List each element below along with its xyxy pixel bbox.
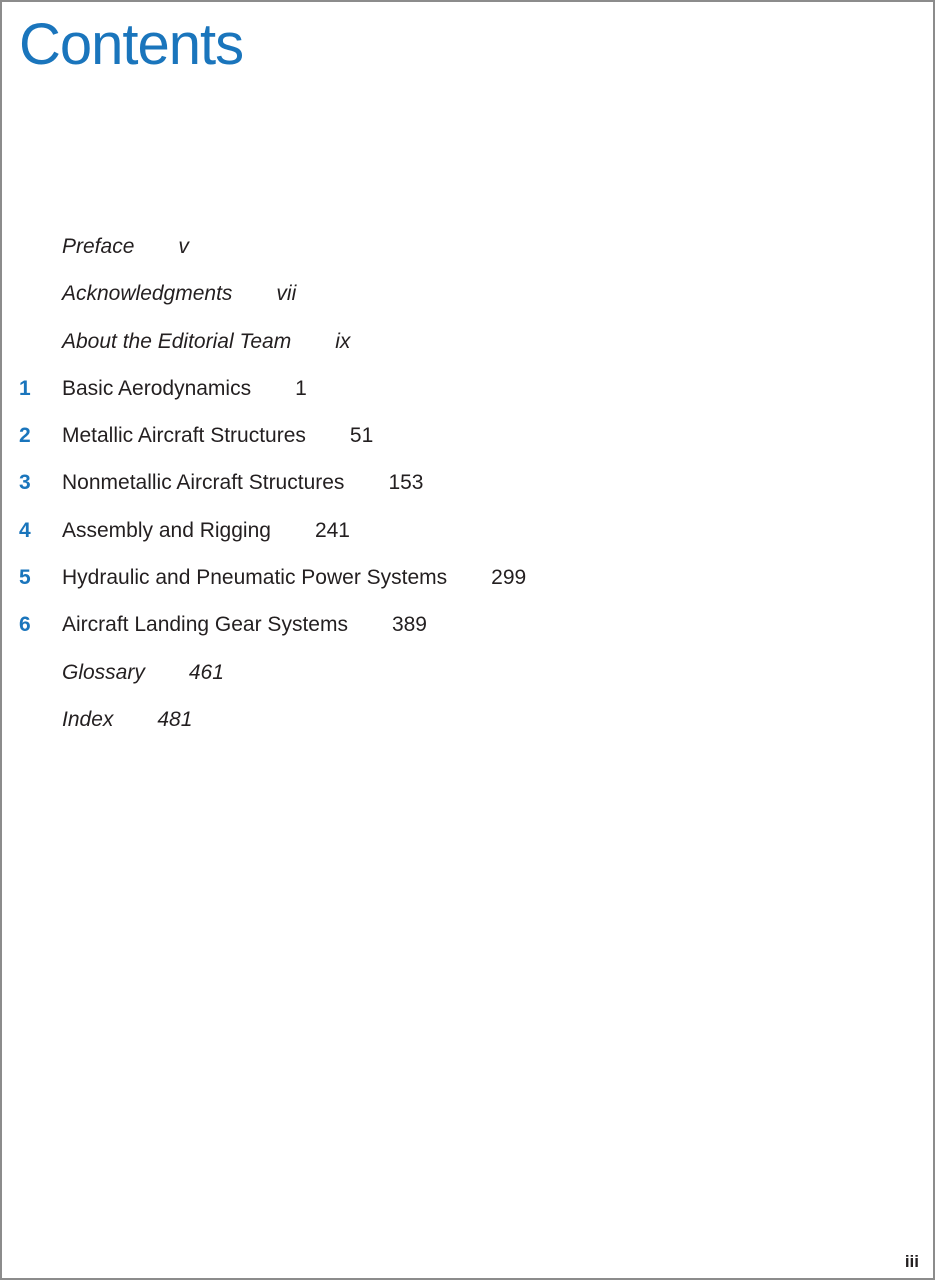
toc-list bbox=[19, 231, 899, 751]
entry-page-number: 51 bbox=[349, 424, 374, 448]
entry-page-number: vii bbox=[276, 282, 297, 306]
entry-label: Glossary bbox=[62, 660, 145, 684]
toc-row-acknowledgments bbox=[19, 278, 899, 325]
chapter-number: 5 bbox=[19, 566, 31, 590]
entry-page-number: 389 bbox=[391, 613, 427, 637]
page-folio: iii bbox=[904, 1252, 919, 1271]
entry-label: Metallic Aircraft Structures bbox=[62, 424, 306, 448]
entry-page-number: 153 bbox=[388, 471, 424, 495]
toc-row-preface bbox=[19, 231, 899, 278]
entry-page-number: 461 bbox=[188, 660, 224, 684]
chapter-number: 6 bbox=[19, 613, 31, 637]
toc-entry[interactable] bbox=[62, 612, 427, 638]
toc-row-chapter-6 bbox=[19, 609, 899, 656]
chapter-number: 1 bbox=[19, 376, 31, 400]
toc-entry[interactable] bbox=[62, 376, 307, 402]
chapter-number: 2 bbox=[19, 424, 31, 448]
toc-entry[interactable] bbox=[62, 470, 423, 496]
toc-row-chapter-5 bbox=[19, 562, 899, 609]
toc-entry[interactable] bbox=[62, 707, 192, 733]
toc-entry[interactable] bbox=[62, 234, 189, 260]
toc-row-chapter-1 bbox=[19, 373, 899, 420]
entry-page-number: 299 bbox=[491, 566, 527, 590]
page-title: Contents bbox=[19, 12, 244, 77]
chapter-number: 3 bbox=[19, 471, 31, 495]
toc-row-chapter-2 bbox=[19, 420, 899, 467]
entry-label: Index bbox=[62, 707, 114, 731]
toc-row-editorial-team bbox=[19, 326, 899, 373]
toc-entry[interactable] bbox=[62, 281, 296, 307]
toc-row-index bbox=[19, 704, 899, 751]
entry-label: Acknowledgments bbox=[62, 282, 233, 306]
entry-label: Hydraulic and Pneumatic Power Systems bbox=[62, 566, 448, 590]
entry-label: Aircraft Landing Gear Systems bbox=[62, 613, 348, 637]
toc-entry[interactable] bbox=[62, 518, 350, 544]
toc-entry[interactable] bbox=[62, 565, 526, 591]
entry-label: Preface bbox=[62, 235, 135, 258]
toc-entry[interactable] bbox=[62, 660, 224, 686]
entry-page-number: ix bbox=[335, 329, 351, 353]
entry-label: Assembly and Rigging bbox=[62, 518, 271, 542]
entry-label: Nonmetallic Aircraft Structures bbox=[62, 471, 345, 495]
chapter-number: 4 bbox=[19, 518, 31, 542]
toc-row-glossary bbox=[19, 657, 899, 704]
toc-entry[interactable] bbox=[62, 329, 350, 355]
toc-row-chapter-3 bbox=[19, 467, 899, 514]
entry-label: Basic Aerodynamics bbox=[62, 376, 252, 400]
entry-page-number: 481 bbox=[157, 707, 193, 731]
entry-page-number: v bbox=[178, 235, 189, 258]
entry-label: About the Editorial Team bbox=[62, 329, 292, 353]
toc-entry[interactable] bbox=[62, 423, 373, 449]
toc-row-chapter-4 bbox=[19, 515, 899, 562]
entry-page-number: 241 bbox=[314, 518, 350, 542]
entry-page-number: 1 bbox=[295, 376, 307, 400]
